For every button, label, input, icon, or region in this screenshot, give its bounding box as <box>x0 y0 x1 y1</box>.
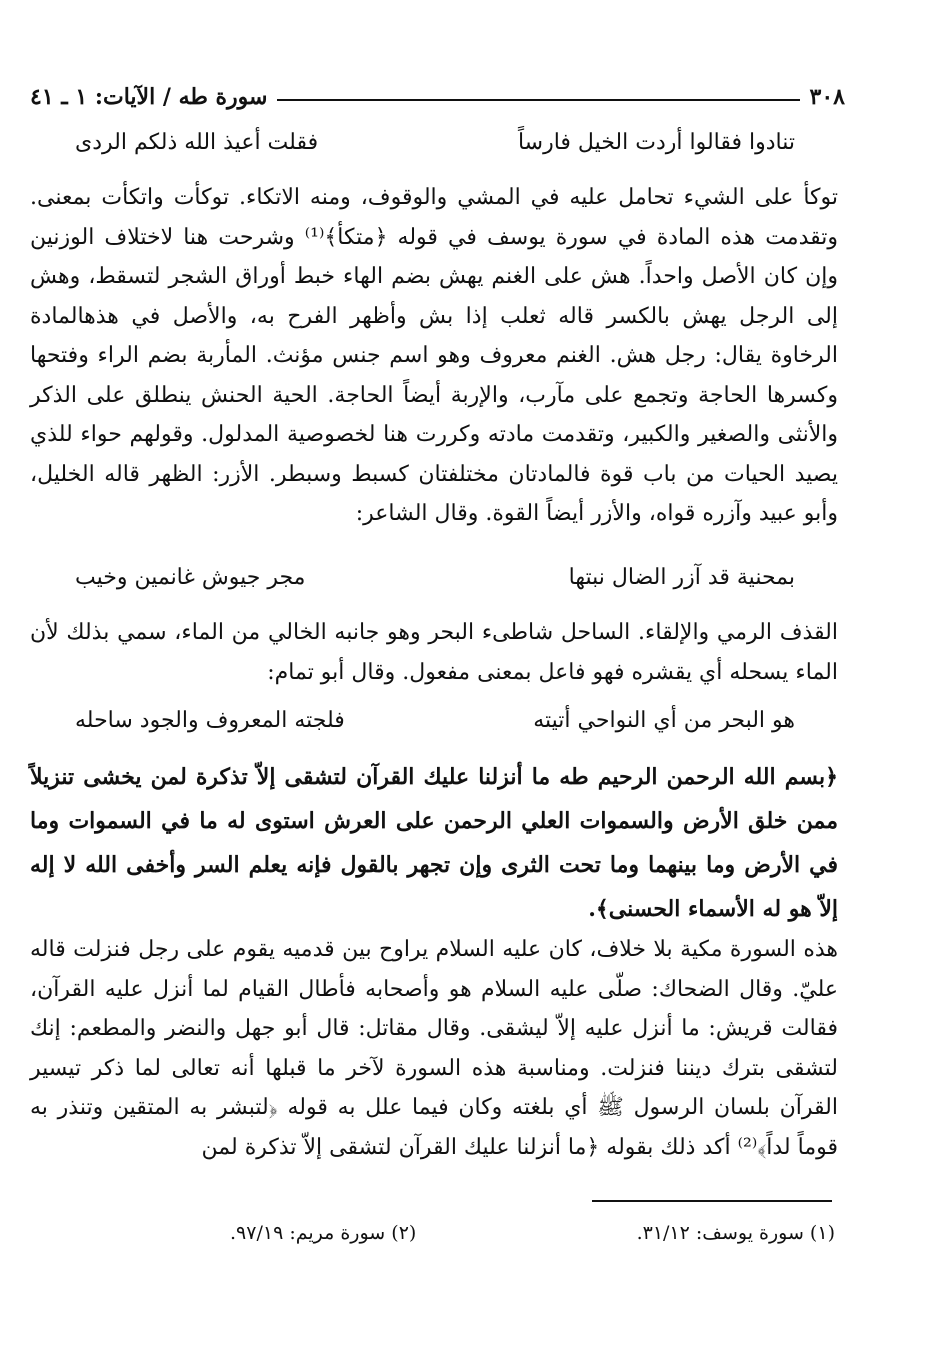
verse-first-hemistich: هو البحر من أي النواحي أتيته <box>533 708 795 733</box>
page-number: ٣٠٨ <box>809 84 845 110</box>
footnote-2: (٢) سورة مريم: ٩٧/١٩. <box>230 1222 417 1244</box>
header-rule <box>277 99 799 101</box>
quran-passage: ﴿بسم الله الرحمن الرحيم طه ما أنزلنا عليك القرآن لتشقى إلاّ تذكرة لمن يخشى تنزيلاً ممن خلق الأرض والسموات العلي الرحمن على العرش استوى له ما في السموات وما في الأرض وما بينهما وما تحت الثرى وإن تجهر بالقول فإنه يعلم السر وأخفى الله لا إله إلاّ هو له الأسماء الحسنى﴾. <box>30 764 838 922</box>
verse-second-hemistich: فلجته المعروف والجود ساحله <box>75 708 345 733</box>
poetry-verse <box>75 565 795 590</box>
body-paragraph: توكأ على الشيء تحامل عليه في المشي والوقوف، ومنه الاتكاء. توكأت واتكأت بمعنى. وتقدمت هذه المادة في سورة يوسف في قوله ﴿متكأ﴾⁽¹⁾ وشرحت هنا لاختلاف الوزنين وإن كان الأصل واحداً. هش على الغنم يهش بضم الهاء خبط أوراق الشجر لتسقط، وهش إلى الرجل يهش بالكسر قاله ثعلب إذا بش وأظهر الفرح به، والأصل في هذهالمادة الرخاوة يقال: رجل هش. الغنم معروف وهو اسم جنس مؤنث. المأربة بضم الراء وفتحها وكسرها الحاجة وتجمع على مآرب، والإربة أيضاً الحاجة. الحية الحنش ينطلق على الذكر والأنثى والصغير والكبير، وتقدمت مادته وكررت هنا لخصوصية المدلول. وقولهم حواء للذي يصيد الحيات من باب قوة فالمادتان مختلفتان كسبط وسبطر. الأزر: الظهر قاله الخليل، وأبو عبيد وآزره قواه، والأزر أيضاً القوة. وقال الشاعر: <box>30 185 839 526</box>
verse-first-hemistich: بمحنية قد آزر الضال نبتها <box>568 565 795 590</box>
footnote-rule <box>592 1200 832 1202</box>
page-header <box>30 80 845 114</box>
footnote-1: (١) سورة يوسف: ٣١/١٢. <box>636 1222 835 1244</box>
verse-first-hemistich: تنادوا فقالوا أردت الخيل فارساً <box>517 130 795 155</box>
poetry-verse <box>75 708 795 733</box>
surah-info: سورة طه / الآيات: ١ ـ ٤١ <box>30 84 268 110</box>
body-paragraph: القذف الرمي والإلقاء. الساحل شاطىء البحر وهو جانبه الخالي من الماء، سمي بذلك لأن الماء يسحله أي يقشره فهو فاعل بمعنى مفعول. وقال أبو تمام: <box>30 620 838 685</box>
body-paragraph: هذه السورة مكية بلا خلاف، كان عليه السلام يراوح بين قدميه يقوم على رجل فنزلت قاله عليّ. وقال الضحاك: صلّى عليه السلام هو وأصحابه فأطال القيام لما أنزل عليه القرآن، فقالت قريش: ما أنزل عليه إلاّ ليشقى. وقال مقاتل: قال أبو جهل والنضر والمطعم: إنك لتشقى بترك ديننا فنزلت. ومناسبة هذه السورة لآخر ما قبلها أنه تعالى لما ذكر تيسير القرآن بلسان الرسول ﷺ أي بلغته وكان فيما علل به قوله ﴿لتبشر به المتقين وتنذر به قوماً لداً﴾⁽²⁾ أكد ذلك بقوله ﴿ما أنزلنا عليك القرآن لتشقى إلاّ تذكرة لمن <box>30 937 838 1160</box>
footnotes <box>230 1222 835 1244</box>
verse-second-hemistich: مجر جيوش غانمين وخيب <box>75 565 306 590</box>
verse-second-hemistich: فقلت أعيذ الله ذلكم الردى <box>75 130 319 155</box>
poetry-verse <box>75 130 795 155</box>
